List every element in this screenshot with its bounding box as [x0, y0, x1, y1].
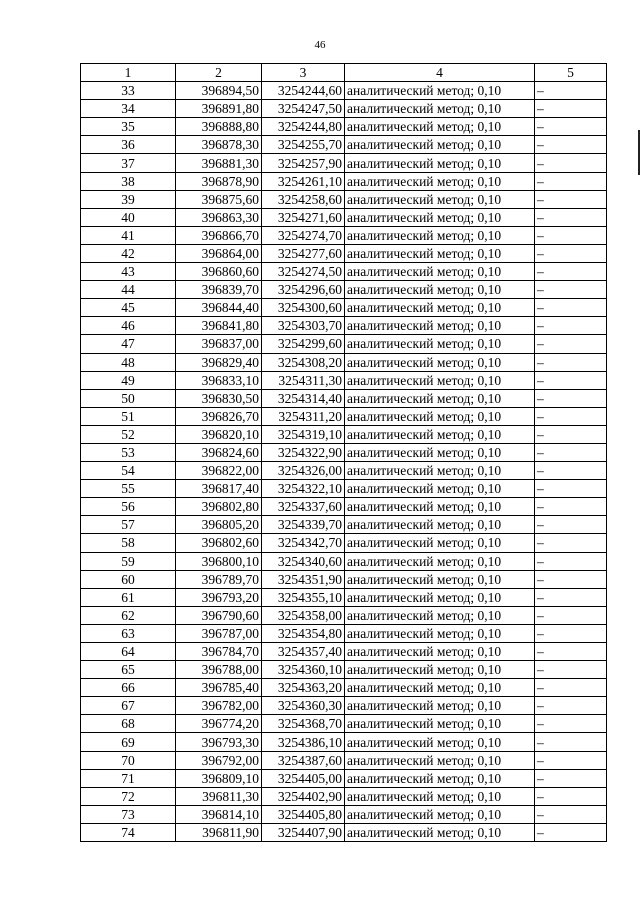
y-coordinate-cell: 3254342,70: [262, 534, 345, 552]
point-number-cell: 69: [81, 733, 176, 751]
x-coordinate-cell: 396839,70: [176, 281, 262, 299]
description-cell: –: [535, 643, 607, 661]
point-number-cell: 57: [81, 516, 176, 534]
point-number-cell: 34: [81, 100, 176, 118]
method-accuracy-cell: аналитический метод; 0,10: [345, 606, 535, 624]
point-number-cell: 53: [81, 443, 176, 461]
x-coordinate-cell: 396814,10: [176, 805, 262, 823]
description-cell: –: [535, 697, 607, 715]
point-number-cell: 50: [81, 389, 176, 407]
x-coordinate-cell: 396793,30: [176, 733, 262, 751]
description-cell: –: [535, 552, 607, 570]
x-coordinate-cell: 396866,70: [176, 226, 262, 244]
method-accuracy-cell: аналитический метод; 0,10: [345, 570, 535, 588]
table-row: [81, 480, 607, 498]
y-coordinate-cell: 3254319,10: [262, 425, 345, 443]
header-col-2: 2: [176, 64, 262, 82]
y-coordinate-cell: 3254339,70: [262, 516, 345, 534]
table-row: [81, 190, 607, 208]
method-accuracy-cell: аналитический метод; 0,10: [345, 371, 535, 389]
table-row: [81, 371, 607, 389]
x-coordinate-cell: 396841,80: [176, 317, 262, 335]
table-row: [81, 118, 607, 136]
table-row: [81, 226, 607, 244]
table-row: [81, 244, 607, 262]
table-row: [81, 498, 607, 516]
table-row: [81, 335, 607, 353]
point-number-cell: 35: [81, 118, 176, 136]
y-coordinate-cell: 3254261,10: [262, 172, 345, 190]
method-accuracy-cell: аналитический метод; 0,10: [345, 299, 535, 317]
point-number-cell: 68: [81, 715, 176, 733]
x-coordinate-cell: 396863,30: [176, 208, 262, 226]
description-cell: –: [535, 299, 607, 317]
x-coordinate-cell: 396833,10: [176, 371, 262, 389]
description-cell: –: [535, 371, 607, 389]
description-cell: –: [535, 751, 607, 769]
table-row: [81, 299, 607, 317]
y-coordinate-cell: 3254244,60: [262, 82, 345, 100]
y-coordinate-cell: 3254277,60: [262, 244, 345, 262]
y-coordinate-cell: 3254258,60: [262, 190, 345, 208]
description-cell: –: [535, 82, 607, 100]
method-accuracy-cell: аналитический метод; 0,10: [345, 715, 535, 733]
x-coordinate-cell: 396792,00: [176, 751, 262, 769]
x-coordinate-cell: 396878,30: [176, 136, 262, 154]
x-coordinate-cell: 396894,50: [176, 82, 262, 100]
table-row: [81, 751, 607, 769]
x-coordinate-cell: 396891,80: [176, 100, 262, 118]
description-cell: –: [535, 244, 607, 262]
table-row: [81, 353, 607, 371]
description-cell: –: [535, 136, 607, 154]
table-row: [81, 661, 607, 679]
description-cell: –: [535, 154, 607, 172]
method-accuracy-cell: аналитический метод; 0,10: [345, 823, 535, 841]
method-accuracy-cell: аналитический метод; 0,10: [345, 443, 535, 461]
table-row: [81, 389, 607, 407]
point-number-cell: 40: [81, 208, 176, 226]
description-cell: –: [535, 462, 607, 480]
point-number-cell: 37: [81, 154, 176, 172]
header-col-5: 5: [535, 64, 607, 82]
description-cell: –: [535, 498, 607, 516]
method-accuracy-cell: аналитический метод; 0,10: [345, 263, 535, 281]
table-row: [81, 733, 607, 751]
point-number-cell: 54: [81, 462, 176, 480]
x-coordinate-cell: 396864,00: [176, 244, 262, 262]
description-cell: –: [535, 480, 607, 498]
table-row: [81, 172, 607, 190]
table-row: [81, 82, 607, 100]
table-row: [81, 462, 607, 480]
method-accuracy-cell: аналитический метод; 0,10: [345, 425, 535, 443]
x-coordinate-cell: 396824,60: [176, 443, 262, 461]
description-cell: –: [535, 534, 607, 552]
y-coordinate-cell: 3254308,20: [262, 353, 345, 371]
description-cell: –: [535, 281, 607, 299]
table-row: [81, 100, 607, 118]
header-col-3: 3: [262, 64, 345, 82]
header-col-4: 4: [345, 64, 535, 82]
description-cell: –: [535, 389, 607, 407]
method-accuracy-cell: аналитический метод; 0,10: [345, 118, 535, 136]
x-coordinate-cell: 396829,40: [176, 353, 262, 371]
point-number-cell: 58: [81, 534, 176, 552]
x-coordinate-cell: 396822,00: [176, 462, 262, 480]
point-number-cell: 41: [81, 226, 176, 244]
method-accuracy-cell: аналитический метод; 0,10: [345, 317, 535, 335]
point-number-cell: 64: [81, 643, 176, 661]
y-coordinate-cell: 3254360,10: [262, 661, 345, 679]
point-number-cell: 51: [81, 407, 176, 425]
method-accuracy-cell: аналитический метод; 0,10: [345, 769, 535, 787]
x-coordinate-cell: 396790,60: [176, 606, 262, 624]
description-cell: –: [535, 823, 607, 841]
description-cell: –: [535, 805, 607, 823]
description-cell: –: [535, 317, 607, 335]
table-row: [81, 823, 607, 841]
x-coordinate-cell: 396774,20: [176, 715, 262, 733]
y-coordinate-cell: 3254271,60: [262, 208, 345, 226]
point-number-cell: 49: [81, 371, 176, 389]
description-cell: –: [535, 172, 607, 190]
point-number-cell: 66: [81, 679, 176, 697]
point-number-cell: 72: [81, 787, 176, 805]
table-row: [81, 263, 607, 281]
point-number-cell: 61: [81, 588, 176, 606]
table-row: [81, 588, 607, 606]
x-coordinate-cell: 396820,10: [176, 425, 262, 443]
method-accuracy-cell: аналитический метод; 0,10: [345, 190, 535, 208]
table-row: [81, 443, 607, 461]
x-coordinate-cell: 396802,60: [176, 534, 262, 552]
method-accuracy-cell: аналитический метод; 0,10: [345, 643, 535, 661]
description-cell: –: [535, 226, 607, 244]
method-accuracy-cell: аналитический метод; 0,10: [345, 697, 535, 715]
method-accuracy-cell: аналитический метод; 0,10: [345, 335, 535, 353]
table-row: [81, 407, 607, 425]
description-cell: –: [535, 208, 607, 226]
table-row: [81, 679, 607, 697]
x-coordinate-cell: 396830,50: [176, 389, 262, 407]
description-cell: –: [535, 588, 607, 606]
y-coordinate-cell: 3254354,80: [262, 624, 345, 642]
y-coordinate-cell: 3254363,20: [262, 679, 345, 697]
point-number-cell: 52: [81, 425, 176, 443]
method-accuracy-cell: аналитический метод; 0,10: [345, 353, 535, 371]
y-coordinate-cell: 3254360,30: [262, 697, 345, 715]
table-row: [81, 136, 607, 154]
x-coordinate-cell: 396881,30: [176, 154, 262, 172]
y-coordinate-cell: 3254405,00: [262, 769, 345, 787]
point-number-cell: 44: [81, 281, 176, 299]
point-number-cell: 55: [81, 480, 176, 498]
table-row: [81, 534, 607, 552]
y-coordinate-cell: 3254405,80: [262, 805, 345, 823]
x-coordinate-cell: 396811,30: [176, 787, 262, 805]
method-accuracy-cell: аналитический метод; 0,10: [345, 624, 535, 642]
page-number: 46: [314, 39, 326, 51]
description-cell: –: [535, 353, 607, 371]
x-coordinate-cell: 396860,60: [176, 263, 262, 281]
method-accuracy-cell: аналитический метод; 0,10: [345, 588, 535, 606]
method-accuracy-cell: аналитический метод; 0,10: [345, 516, 535, 534]
table-row: [81, 643, 607, 661]
table-row: [81, 769, 607, 787]
method-accuracy-cell: аналитический метод; 0,10: [345, 751, 535, 769]
y-coordinate-cell: 3254322,10: [262, 480, 345, 498]
x-coordinate-cell: 396888,80: [176, 118, 262, 136]
x-coordinate-cell: 396837,00: [176, 335, 262, 353]
x-coordinate-cell: 396782,00: [176, 697, 262, 715]
y-coordinate-cell: 3254314,40: [262, 389, 345, 407]
method-accuracy-cell: аналитический метод; 0,10: [345, 805, 535, 823]
point-number-cell: 45: [81, 299, 176, 317]
coordinates-table: [80, 63, 607, 842]
description-cell: –: [535, 769, 607, 787]
y-coordinate-cell: 3254296,60: [262, 281, 345, 299]
y-coordinate-cell: 3254340,60: [262, 552, 345, 570]
table-row: [81, 281, 607, 299]
table-row: [81, 516, 607, 534]
method-accuracy-cell: аналитический метод; 0,10: [345, 787, 535, 805]
point-number-cell: 74: [81, 823, 176, 841]
y-coordinate-cell: 3254300,60: [262, 299, 345, 317]
y-coordinate-cell: 3254244,80: [262, 118, 345, 136]
y-coordinate-cell: 3254311,30: [262, 371, 345, 389]
y-coordinate-cell: 3254337,60: [262, 498, 345, 516]
description-cell: –: [535, 787, 607, 805]
x-coordinate-cell: 396811,90: [176, 823, 262, 841]
method-accuracy-cell: аналитический метод; 0,10: [345, 534, 535, 552]
point-number-cell: 67: [81, 697, 176, 715]
method-accuracy-cell: аналитический метод; 0,10: [345, 407, 535, 425]
description-cell: –: [535, 606, 607, 624]
point-number-cell: 43: [81, 263, 176, 281]
x-coordinate-cell: 396784,70: [176, 643, 262, 661]
x-coordinate-cell: 396800,10: [176, 552, 262, 570]
x-coordinate-cell: 396809,10: [176, 769, 262, 787]
point-number-cell: 65: [81, 661, 176, 679]
y-coordinate-cell: 3254358,00: [262, 606, 345, 624]
method-accuracy-cell: аналитический метод; 0,10: [345, 281, 535, 299]
method-accuracy-cell: аналитический метод; 0,10: [345, 226, 535, 244]
description-cell: –: [535, 190, 607, 208]
description-cell: –: [535, 425, 607, 443]
description-cell: –: [535, 715, 607, 733]
point-number-cell: 39: [81, 190, 176, 208]
y-coordinate-cell: 3254274,50: [262, 263, 345, 281]
x-coordinate-cell: 396788,00: [176, 661, 262, 679]
x-coordinate-cell: 396875,60: [176, 190, 262, 208]
point-number-cell: 38: [81, 172, 176, 190]
method-accuracy-cell: аналитический метод; 0,10: [345, 462, 535, 480]
y-coordinate-cell: 3254402,90: [262, 787, 345, 805]
description-cell: –: [535, 733, 607, 751]
table-row: [81, 317, 607, 335]
y-coordinate-cell: 3254386,10: [262, 733, 345, 751]
description-cell: –: [535, 100, 607, 118]
method-accuracy-cell: аналитический метод; 0,10: [345, 733, 535, 751]
point-number-cell: 47: [81, 335, 176, 353]
table-row: [81, 552, 607, 570]
y-coordinate-cell: 3254255,70: [262, 136, 345, 154]
description-cell: –: [535, 661, 607, 679]
method-accuracy-cell: аналитический метод; 0,10: [345, 679, 535, 697]
table-row: [81, 715, 607, 733]
table-row: [81, 570, 607, 588]
table-row: [81, 606, 607, 624]
table-row: [81, 208, 607, 226]
y-coordinate-cell: 3254351,90: [262, 570, 345, 588]
table-row: [81, 805, 607, 823]
method-accuracy-cell: аналитический метод; 0,10: [345, 480, 535, 498]
x-coordinate-cell: 396793,20: [176, 588, 262, 606]
point-number-cell: 62: [81, 606, 176, 624]
point-number-cell: 59: [81, 552, 176, 570]
point-number-cell: 46: [81, 317, 176, 335]
y-coordinate-cell: 3254407,90: [262, 823, 345, 841]
table-body: [81, 82, 607, 842]
point-number-cell: 73: [81, 805, 176, 823]
table-header-row: [81, 64, 607, 82]
point-number-cell: 70: [81, 751, 176, 769]
point-number-cell: 42: [81, 244, 176, 262]
point-number-cell: 48: [81, 353, 176, 371]
description-cell: –: [535, 443, 607, 461]
point-number-cell: 63: [81, 624, 176, 642]
description-cell: –: [535, 407, 607, 425]
x-coordinate-cell: 396805,20: [176, 516, 262, 534]
y-coordinate-cell: 3254274,70: [262, 226, 345, 244]
table-row: [81, 154, 607, 172]
x-coordinate-cell: 396787,00: [176, 624, 262, 642]
y-coordinate-cell: 3254311,20: [262, 407, 345, 425]
description-cell: –: [535, 335, 607, 353]
y-coordinate-cell: 3254387,60: [262, 751, 345, 769]
method-accuracy-cell: аналитический метод; 0,10: [345, 661, 535, 679]
x-coordinate-cell: 396817,40: [176, 480, 262, 498]
table-row: [81, 697, 607, 715]
method-accuracy-cell: аналитический метод; 0,10: [345, 389, 535, 407]
point-number-cell: 33: [81, 82, 176, 100]
table-row: [81, 787, 607, 805]
point-number-cell: 36: [81, 136, 176, 154]
method-accuracy-cell: аналитический метод; 0,10: [345, 136, 535, 154]
y-coordinate-cell: 3254257,90: [262, 154, 345, 172]
x-coordinate-cell: 396785,40: [176, 679, 262, 697]
description-cell: –: [535, 118, 607, 136]
y-coordinate-cell: 3254303,70: [262, 317, 345, 335]
table-row: [81, 425, 607, 443]
header-col-1: 1: [81, 64, 176, 82]
x-coordinate-cell: 396789,70: [176, 570, 262, 588]
description-cell: –: [535, 516, 607, 534]
method-accuracy-cell: аналитический метод; 0,10: [345, 552, 535, 570]
x-coordinate-cell: 396826,70: [176, 407, 262, 425]
point-number-cell: 56: [81, 498, 176, 516]
method-accuracy-cell: аналитический метод; 0,10: [345, 172, 535, 190]
y-coordinate-cell: 3254355,10: [262, 588, 345, 606]
x-coordinate-cell: 396802,80: [176, 498, 262, 516]
y-coordinate-cell: 3254299,60: [262, 335, 345, 353]
x-coordinate-cell: 396878,90: [176, 172, 262, 190]
y-coordinate-cell: 3254322,90: [262, 443, 345, 461]
description-cell: –: [535, 679, 607, 697]
description-cell: –: [535, 570, 607, 588]
point-number-cell: 60: [81, 570, 176, 588]
method-accuracy-cell: аналитический метод; 0,10: [345, 208, 535, 226]
table-row: [81, 624, 607, 642]
y-coordinate-cell: 3254247,50: [262, 100, 345, 118]
y-coordinate-cell: 3254357,40: [262, 643, 345, 661]
method-accuracy-cell: аналитический метод; 0,10: [345, 154, 535, 172]
y-coordinate-cell: 3254326,00: [262, 462, 345, 480]
description-cell: –: [535, 624, 607, 642]
point-number-cell: 71: [81, 769, 176, 787]
method-accuracy-cell: аналитический метод; 0,10: [345, 498, 535, 516]
y-coordinate-cell: 3254368,70: [262, 715, 345, 733]
method-accuracy-cell: аналитический метод; 0,10: [345, 244, 535, 262]
description-cell: –: [535, 263, 607, 281]
method-accuracy-cell: аналитический метод; 0,10: [345, 100, 535, 118]
x-coordinate-cell: 396844,40: [176, 299, 262, 317]
method-accuracy-cell: аналитический метод; 0,10: [345, 82, 535, 100]
